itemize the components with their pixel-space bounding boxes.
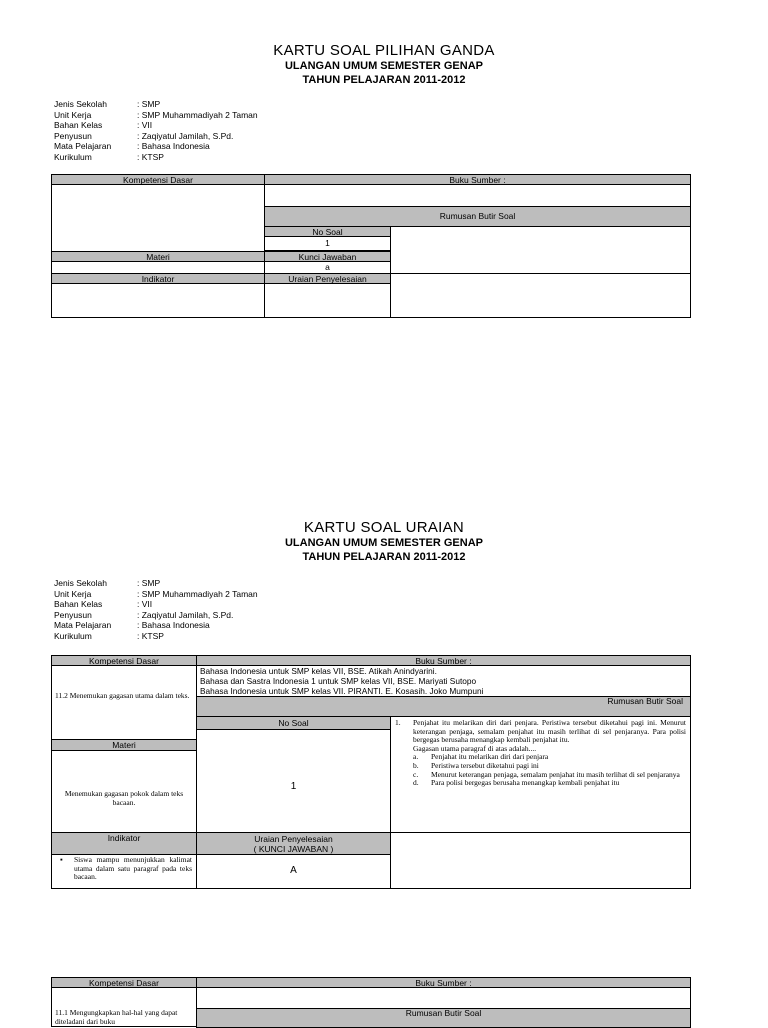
option-text: Menurut keterangan penjaga, semalam penjahat itu masih terlihat di sel penjaranya	[431, 769, 680, 779]
uraian-answer-cell	[390, 832, 691, 889]
kompetensi-header: Kompetensi Dasar	[51, 655, 197, 666]
kunci-value: a	[264, 261, 391, 274]
card-1-meta	[54, 99, 258, 162]
meta-row	[54, 141, 258, 152]
meta-value: : SMP Muhammadiyah 2 Taman	[137, 588, 258, 599]
indikator-header: Indikator	[51, 273, 265, 284]
option-letter: d.	[413, 778, 419, 788]
kompetensi-header: Kompetensi Dasar	[51, 977, 197, 988]
meta-row	[54, 578, 258, 589]
uraian-label: Uraian Penyelesaian	[254, 834, 333, 844]
card-1-subtitle: ULANGAN UMUM SEMESTER GENAP	[284, 60, 483, 72]
card-2-year: TAHUN PELAJARAN 2011-2012	[302, 551, 466, 563]
card-1-year: TAHUN PELAJARAN 2011-2012	[302, 74, 466, 86]
option-text: Peristiwa tersebut diketahui pagi ini	[431, 760, 539, 770]
meta-value: : VII	[137, 120, 153, 130]
kompetensi-cell: 11.2 Menemukan gagasan utama dalam teks.	[51, 665, 197, 740]
meta-value: : VII	[137, 599, 153, 609]
no-soal-header: No Soal	[196, 716, 391, 730]
options-list	[395, 753, 686, 787]
no-soal-value: 1	[196, 729, 391, 833]
no-soal-value: 1	[264, 236, 391, 251]
rumusan-header: Rumusan Butir Soal	[264, 206, 691, 227]
kompetensi-cell: 11.1 Mengungkapkan hal-hal yang dapat diteladani dari buku	[51, 987, 197, 1027]
option-d	[413, 779, 686, 788]
meta-value: : KTSP	[137, 630, 164, 641]
option-letter: a.	[413, 752, 419, 762]
meta-label: Penyusun	[54, 130, 92, 141]
buku-line: Bahasa dan Sastra Indonesia 1 untuk SMP kelas VII, BSE. Mariyati Sutopo	[200, 676, 477, 686]
meta-value: : KTSP	[137, 151, 164, 162]
uraian-cell	[264, 283, 391, 318]
indikator-cell	[51, 854, 197, 889]
meta-row	[54, 99, 258, 110]
meta-value: : Bahasa Indonesia	[137, 141, 210, 151]
meta-value: : SMP Muhammadiyah 2 Taman	[137, 109, 258, 120]
meta-label: Mata Pelajaran	[54, 141, 112, 151]
meta-label: Unit Kerja	[54, 588, 92, 599]
buku-sumber-header: Buku Sumber :	[196, 655, 691, 666]
meta-value: : Zaqiyatul Jamilah, S.Pd.	[137, 130, 234, 141]
buku-sumber-header: Buku Sumber :	[264, 174, 691, 185]
meta-value: : SMP	[137, 578, 161, 588]
kunci-header: Kunci Jawaban	[264, 251, 391, 262]
card-1-title: KARTU SOAL PILIHAN GANDA	[273, 42, 495, 59]
meta-row	[54, 599, 258, 610]
kompetensi-header: Kompetensi Dasar	[51, 174, 265, 185]
card-2-subtitle: ULANGAN UMUM SEMESTER GENAP	[284, 537, 483, 549]
materi-header: Materi	[51, 739, 197, 751]
meta-label: Unit Kerja	[54, 109, 92, 120]
card-2-title: KARTU SOAL URAIAN	[303, 519, 465, 536]
buku-sumber-cell	[196, 987, 691, 1009]
no-soal-header: No Soal	[264, 226, 391, 237]
meta-label: Kurikulum	[54, 151, 92, 162]
materi-header: Materi	[51, 251, 265, 262]
materi-cell: Menemukan gagasan pokok dalam teks bacaan.	[51, 750, 197, 833]
question-stem	[395, 719, 686, 745]
meta-label: Bahan Kelas	[54, 120, 103, 130]
indikator-text: Siswa mampu menunjukkan kalimat utama dalam satu paragraf pada teks bacaan.	[74, 855, 192, 882]
uraian-answer-cell	[390, 273, 691, 318]
card-2-meta	[54, 578, 258, 641]
rumusan-header: Rumusan Butir Soal	[196, 696, 691, 717]
meta-label: Kurikulum	[54, 630, 92, 641]
meta-row	[54, 110, 258, 121]
uraian-header: Uraian Penyelesaian	[264, 273, 391, 284]
meta-row	[54, 152, 258, 163]
question-prompt: Gagasan utama paragraf di atas adalah....	[413, 743, 537, 753]
bullet-icon: ▪	[60, 855, 63, 864]
question-number: 1.	[395, 718, 401, 727]
question-text: Penjahat itu melarikan diri dari penjara. Peristiwa tersebut diketahui pagi ini. Menurut keterangan penjaga, semalam penjahat itu masih terlihat di sel penjaranya. Para polisi bergegas berusaha menangkap kembali penjahat itu.	[413, 718, 686, 745]
meta-label: Mata Pelajaran	[54, 620, 112, 630]
meta-label: Penyusun	[54, 609, 92, 620]
meta-row	[54, 120, 258, 131]
meta-row	[54, 131, 258, 142]
meta-value: : Zaqiyatul Jamilah, S.Pd.	[137, 609, 234, 620]
buku-line: Bahasa Indonesia untuk SMP kelas VII, BSE. Atikah Anindyarini.	[200, 666, 437, 676]
meta-row	[54, 610, 258, 621]
option-letter: b.	[413, 760, 419, 770]
meta-label: Jenis Sekolah	[54, 99, 107, 109]
kunci-value: A	[196, 854, 391, 889]
buku-sumber-header: Buku Sumber :	[196, 977, 691, 988]
kompetensi-cell	[51, 184, 265, 252]
indikator-header: Indikator	[51, 832, 197, 855]
rumusan-header: Rumusan Butir Soal	[196, 1008, 691, 1028]
meta-value: : SMP	[137, 99, 161, 109]
meta-row	[54, 631, 258, 642]
meta-row	[54, 589, 258, 600]
uraian-header	[196, 832, 391, 855]
option-text: Penjahat itu melarikan diri dari penjara	[431, 752, 549, 762]
buku-sumber-cell	[196, 665, 691, 697]
option-text: Para polisi bergegas berusaha menangkap kembali penjahat itu	[431, 778, 620, 788]
meta-label: Jenis Sekolah	[54, 578, 107, 588]
buku-line: Bahasa Indonesia untuk SMP kelas VII. PIRANTI. E. Kosasih. Joko Mumpuni	[200, 686, 484, 696]
option-letter: c.	[413, 769, 419, 779]
rumusan-cell	[390, 226, 691, 274]
meta-label: Bahan Kelas	[54, 599, 103, 609]
buku-sumber-cell	[264, 184, 691, 207]
question-cell	[390, 716, 691, 833]
indikator-cell	[51, 283, 265, 318]
meta-row	[54, 620, 258, 631]
meta-value: : Bahasa Indonesia	[137, 620, 210, 630]
uraian-sublabel: ( KUNCI JAWABAN )	[253, 844, 334, 854]
